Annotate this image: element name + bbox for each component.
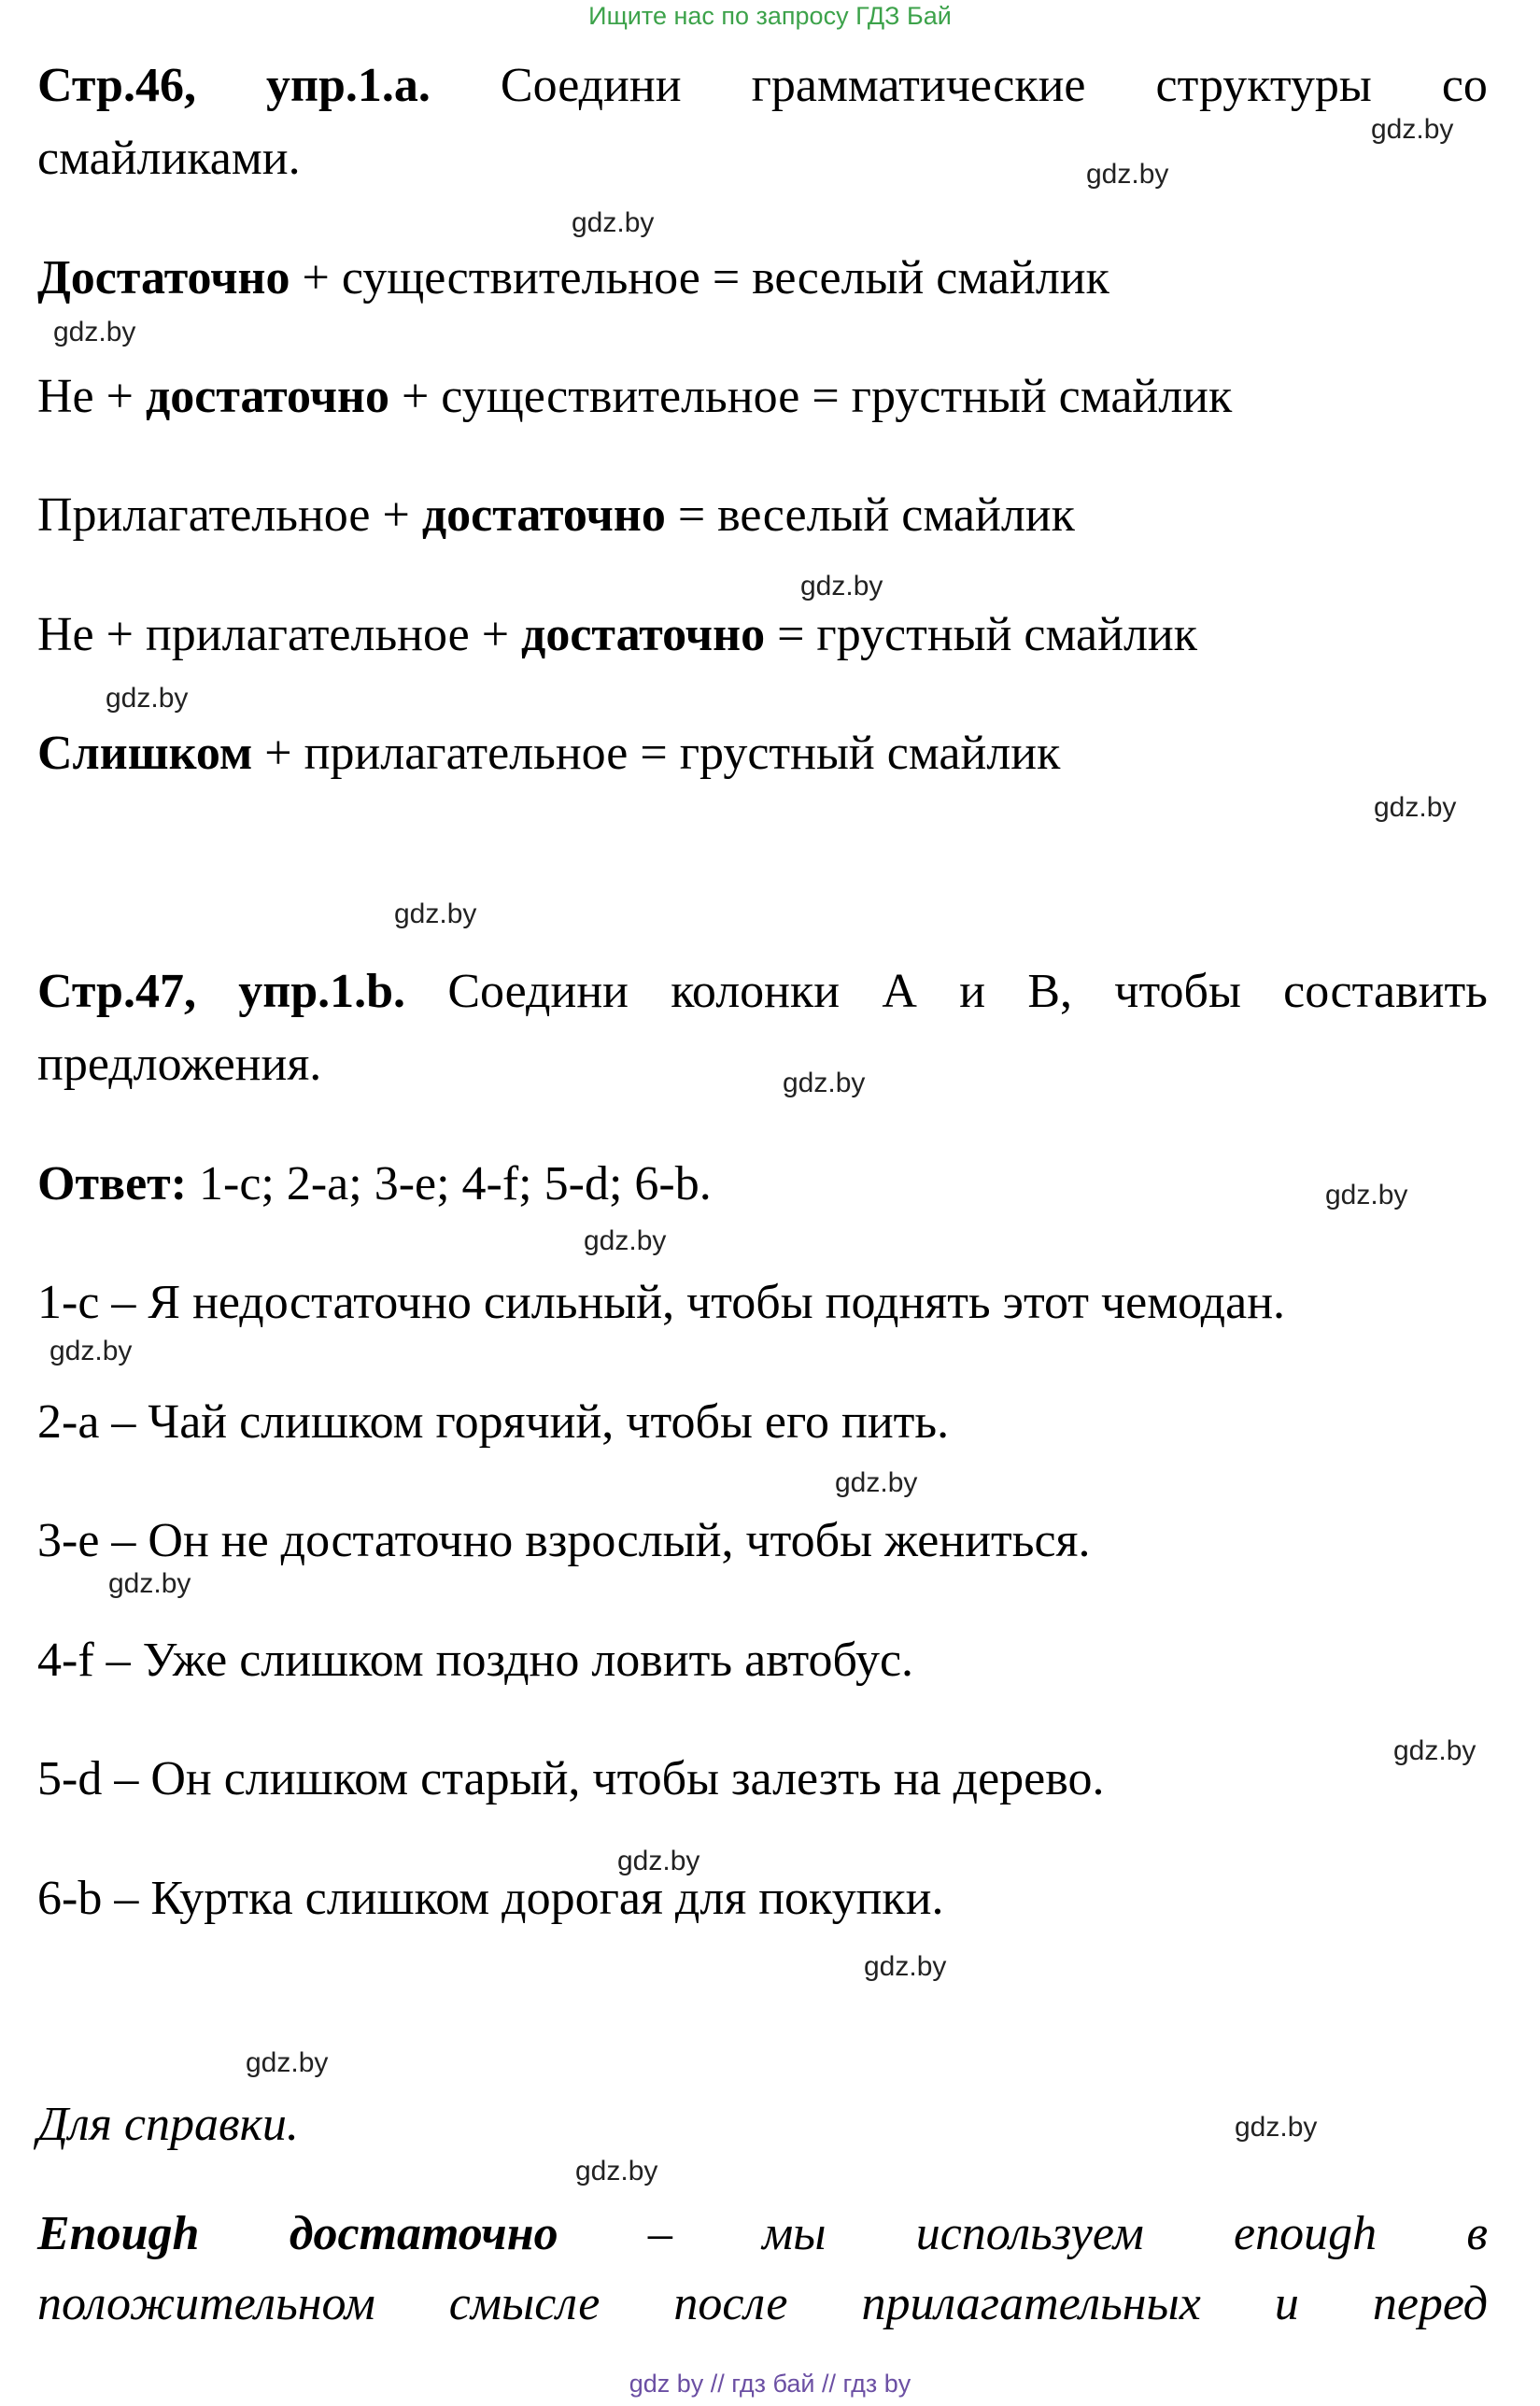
task1-heading-line1 xyxy=(37,58,1488,114)
task2-text-line2: предложения. xyxy=(37,1038,322,1091)
answer-line xyxy=(37,1156,712,1212)
watermark: gdz.by xyxy=(783,1068,866,1098)
watermark: gdz.by xyxy=(800,571,883,602)
watermark: gdz.by xyxy=(575,2156,658,2187)
rule-3-pre: Прилагательное + xyxy=(37,488,422,542)
heading-word: Соедини xyxy=(447,965,629,1018)
sentence-2: 2-a – Чай слишком горячий, чтобы его пить. xyxy=(37,1395,950,1449)
answer-value: 1-c; 2-a; 3-e; 4-f; 5-d; 6-b. xyxy=(187,1157,712,1210)
heading-word: составить xyxy=(1283,965,1488,1018)
reference-word-4: прилагательных xyxy=(861,2277,1201,2330)
rule-5 xyxy=(37,726,1060,782)
rule-5-rest: + прилагательное = грустный смайлик xyxy=(252,727,1061,780)
watermark: gdz.by xyxy=(1371,114,1454,145)
rule-2-pre: Не + xyxy=(37,370,146,423)
watermark: gdz.by xyxy=(1086,159,1169,190)
watermark: gdz.by xyxy=(246,2047,329,2078)
heading-word: упр.1.а. xyxy=(265,59,431,112)
watermark: gdz.by xyxy=(49,1336,133,1366)
heading-word: В, xyxy=(1027,965,1073,1018)
watermark: gdz.by xyxy=(1235,2112,1318,2143)
watermark: gdz.by xyxy=(394,899,477,929)
heading-word: Соедини xyxy=(500,59,682,112)
reference-word-6: перед xyxy=(1372,2277,1488,2330)
rule-3 xyxy=(37,488,1075,544)
reference-line2 xyxy=(37,2276,1488,2332)
rule-3-bold: достаточно xyxy=(421,488,666,542)
rule-4 xyxy=(37,607,1197,663)
watermark: gdz.by xyxy=(1393,1735,1476,1766)
reference-word-5: и xyxy=(1274,2277,1299,2330)
watermark: gdz.by xyxy=(108,1568,191,1599)
watermark: gdz.by xyxy=(617,1846,700,1876)
heading-word: грамматические xyxy=(751,59,1086,112)
top-search-banner[interactable]: Ищите нас по запросу ГДЗ Бай xyxy=(588,2,952,30)
sentence-1: 1-c – Я недостаточно сильный, чтобы поднять этот чемодан. xyxy=(37,1276,1286,1329)
rule-2-bold: достаточно xyxy=(145,370,389,423)
rule-4-rest: = грустный смайлик xyxy=(765,608,1198,661)
rule-5-bold: Слишком xyxy=(37,727,253,780)
reference-line1 xyxy=(37,2206,1488,2262)
heading-word: и xyxy=(959,965,986,1018)
heading-word: Стр.46, xyxy=(37,59,196,112)
watermark: gdz.by xyxy=(864,1951,947,1982)
watermark: gdz.by xyxy=(53,317,136,347)
rule-3-rest: = веселый смайлик xyxy=(665,488,1075,542)
task2-heading-line1 xyxy=(37,964,1488,1020)
rule-1-bold: Достаточно xyxy=(37,251,290,304)
reference-word-my: мы xyxy=(762,2207,827,2260)
task1-text-line2: смайликами. xyxy=(37,132,301,185)
rule-2 xyxy=(37,369,1232,425)
sentence-3: 3-e – Он не достаточно взрослый, чтобы жениться. xyxy=(37,1514,1091,1567)
reference-word-enough: Enough xyxy=(37,2207,200,2260)
reference-word-ispolzuem: используем xyxy=(915,2207,1144,2260)
heading-word: упр.1.b. xyxy=(238,965,406,1018)
rule-4-pre: Не + прилагательное + xyxy=(37,608,522,661)
watermark: gdz.by xyxy=(1374,792,1457,823)
sentence-4: 4-f – Уже слишком поздно ловить автобус. xyxy=(37,1634,914,1687)
heading-word: со xyxy=(1441,59,1488,112)
rule-2-rest: + существительное = грустный смайлик xyxy=(389,370,1233,423)
watermark: gdz.by xyxy=(835,1467,918,1498)
sentence-6: 6-b – Куртка слишком дорогая для покупки. xyxy=(37,1872,944,1925)
reference-word-1: положительном xyxy=(37,2277,375,2330)
watermark: gdz.by xyxy=(106,683,189,714)
reference-heading: Для справки. xyxy=(37,2098,299,2151)
rule-4-bold: достаточно xyxy=(521,608,766,661)
heading-word: Стр.47, xyxy=(37,965,196,1018)
reference-word-enough2: enough xyxy=(1234,2207,1378,2260)
heading-word: чтобы xyxy=(1114,965,1241,1018)
heading-word: А xyxy=(882,965,917,1018)
heading-word: структуры xyxy=(1155,59,1372,112)
reference-word-dostatochno: достаточно xyxy=(289,2207,558,2260)
sentence-5: 5-d – Он слишком старый, чтобы залезть на дерево. xyxy=(37,1752,1105,1805)
rule-1-rest: + существительное = веселый смайлик xyxy=(290,251,1109,304)
rule-1 xyxy=(37,250,1109,306)
footer-banner[interactable]: gdz by // гдз бай // гдз by xyxy=(629,2370,911,2398)
watermark: gdz.by xyxy=(572,207,655,238)
reference-word-3: после xyxy=(673,2277,788,2330)
heading-word: колонки xyxy=(671,965,841,1018)
answer-label: Ответ: xyxy=(37,1157,188,1210)
reference-word-2: смысле xyxy=(448,2277,600,2330)
watermark: gdz.by xyxy=(1325,1180,1408,1210)
reference-word-dash: – xyxy=(647,2207,672,2260)
watermark: gdz.by xyxy=(584,1225,667,1256)
reference-word-v: в xyxy=(1466,2207,1488,2260)
